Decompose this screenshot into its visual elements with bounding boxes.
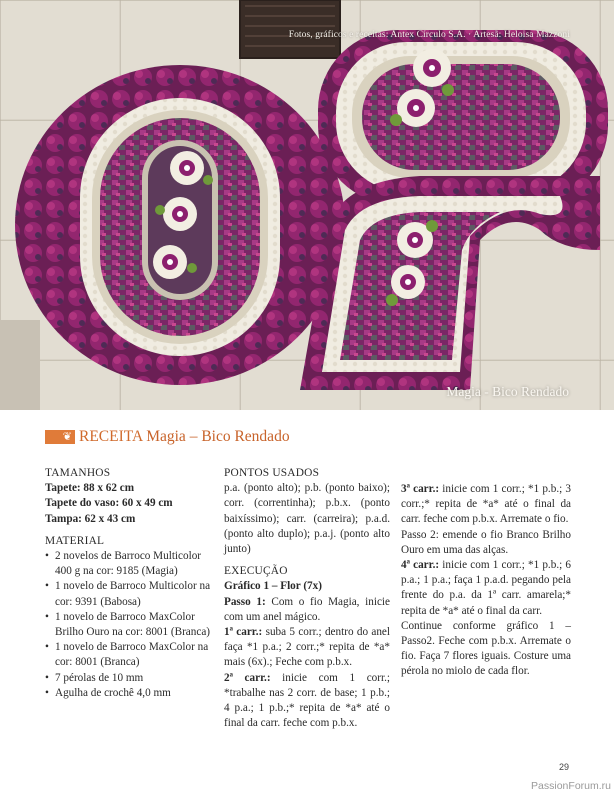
row-2 <box>224 671 390 732</box>
step-1-text: Com o fio Magia, inicie com um anel mágico. <box>224 595 390 623</box>
site-watermark: PassionForum.ru <box>531 780 611 792</box>
continue-text: Continue conforme gráfico 1 – Passo2. Feche com p.b.x. Arremate o fio. Faça 7 flores iguais. Costure uma pérola no miolo de cada flor. <box>401 619 571 678</box>
section-title-execucao: EXECUÇÃO <box>224 565 288 578</box>
material-item: • 2 novelos de Barroco Multicolor 400 g na cor: 9185 (Magia) <box>45 549 220 579</box>
material-list <box>45 549 220 701</box>
ornament-icon: ❦ <box>45 430 75 444</box>
section-title-material: MATERIAL <box>45 534 105 547</box>
recipe-heading <box>45 427 290 447</box>
column-sizes-materials <box>45 466 220 701</box>
recipe-label: RECEITA <box>79 428 143 445</box>
row-3-text: inicie com 1 corr.; *1 p.b.; 3 corr.;* repita de *a* até o final da carr. feche com p.b.x. Arremate o fio. <box>401 483 571 526</box>
row-1 <box>224 625 390 671</box>
row-3 <box>401 482 571 528</box>
row-1-label: 1ª carr.: <box>224 626 263 639</box>
row-2-label: 2ª carr.: <box>224 671 271 684</box>
column-continuation <box>401 482 571 680</box>
step-1-label: Passo 1: <box>224 595 266 608</box>
photo-caption: Magia - Bico Rendado <box>446 384 569 399</box>
size-tampa: Tampa: 62 x 43 cm <box>45 512 136 525</box>
section-title-pontos: PONTOS USADOS <box>224 467 320 479</box>
material-item: • Agulha de crochê 4,0 mm <box>45 686 220 701</box>
stitches-text: p.a. (ponto alto); p.b. (ponto baixo); corr. (correntinha); p.b.x. (ponto baixíssimo); carr. (carreira); p.a.d. (ponto alto duplo); p.a.j. (ponto alto junto) <box>224 482 390 556</box>
row-4-label: 4ª carr.: <box>401 559 440 572</box>
page-number: 29 <box>558 762 569 772</box>
recipe-name: Magia – Bico Rendado <box>146 428 290 445</box>
size-tapete: Tapete: 88 x 62 cm <box>45 482 135 495</box>
row-1-text: suba 5 corr.; dentro do anel faça *1 p.a.; 2 corr.;* repita de *a* mais (6x).; Feche com p.b.x. <box>224 626 391 669</box>
row-4 <box>401 558 571 619</box>
row-3-label: 3ª carr.: <box>401 483 440 495</box>
step-1 <box>224 595 390 625</box>
row-4-text: inicie com 1 corr.; *1 p.b.; 6 p.a.; 1 p.a.; faça 1 p.a.d. pegando pela frente do p.a. da 1ª carr. amarela;* repita de *a* até o final da carr. <box>401 559 571 617</box>
material-item: • 1 novelo de Barroco MaxColor Brilho Ouro na cor: 8001 (Branca) <box>45 610 220 640</box>
material-item: • 1 novelo de Barroco Multicolor na cor: 9391 (Babosa) <box>45 579 220 609</box>
size-tapete-vaso: Tapete do vaso: 60 x 49 cm <box>45 497 173 510</box>
section-title-tamanhos: TAMANHOS <box>45 467 111 479</box>
photo-credit: Fotos, gráficos e receitas: Antex Círculo S.A. · Artesã: Heloisa Mazzoni <box>288 30 570 40</box>
material-item: • 1 novelo de Barroco MaxColor na cor: 8001 (Branca) <box>45 640 220 670</box>
material-item: • 7 pérolas de 10 mm <box>45 671 220 686</box>
chart-title: Gráfico 1 – Flor (7x) <box>224 580 322 593</box>
step-2: Passo 2: emende o fio Branco Brilho Ouro em uma das alças. <box>401 528 571 556</box>
recipe-title <box>79 428 290 446</box>
row-2-text: inicie com 1 corr.; *trabalhe nas 2 corr. de base; 1 p.b.; 4 p.a.; 1 p.b.;* repita de *a* até o final da carr. feche com p.b.x. <box>224 671 390 730</box>
column-stitches-execution <box>224 466 390 731</box>
